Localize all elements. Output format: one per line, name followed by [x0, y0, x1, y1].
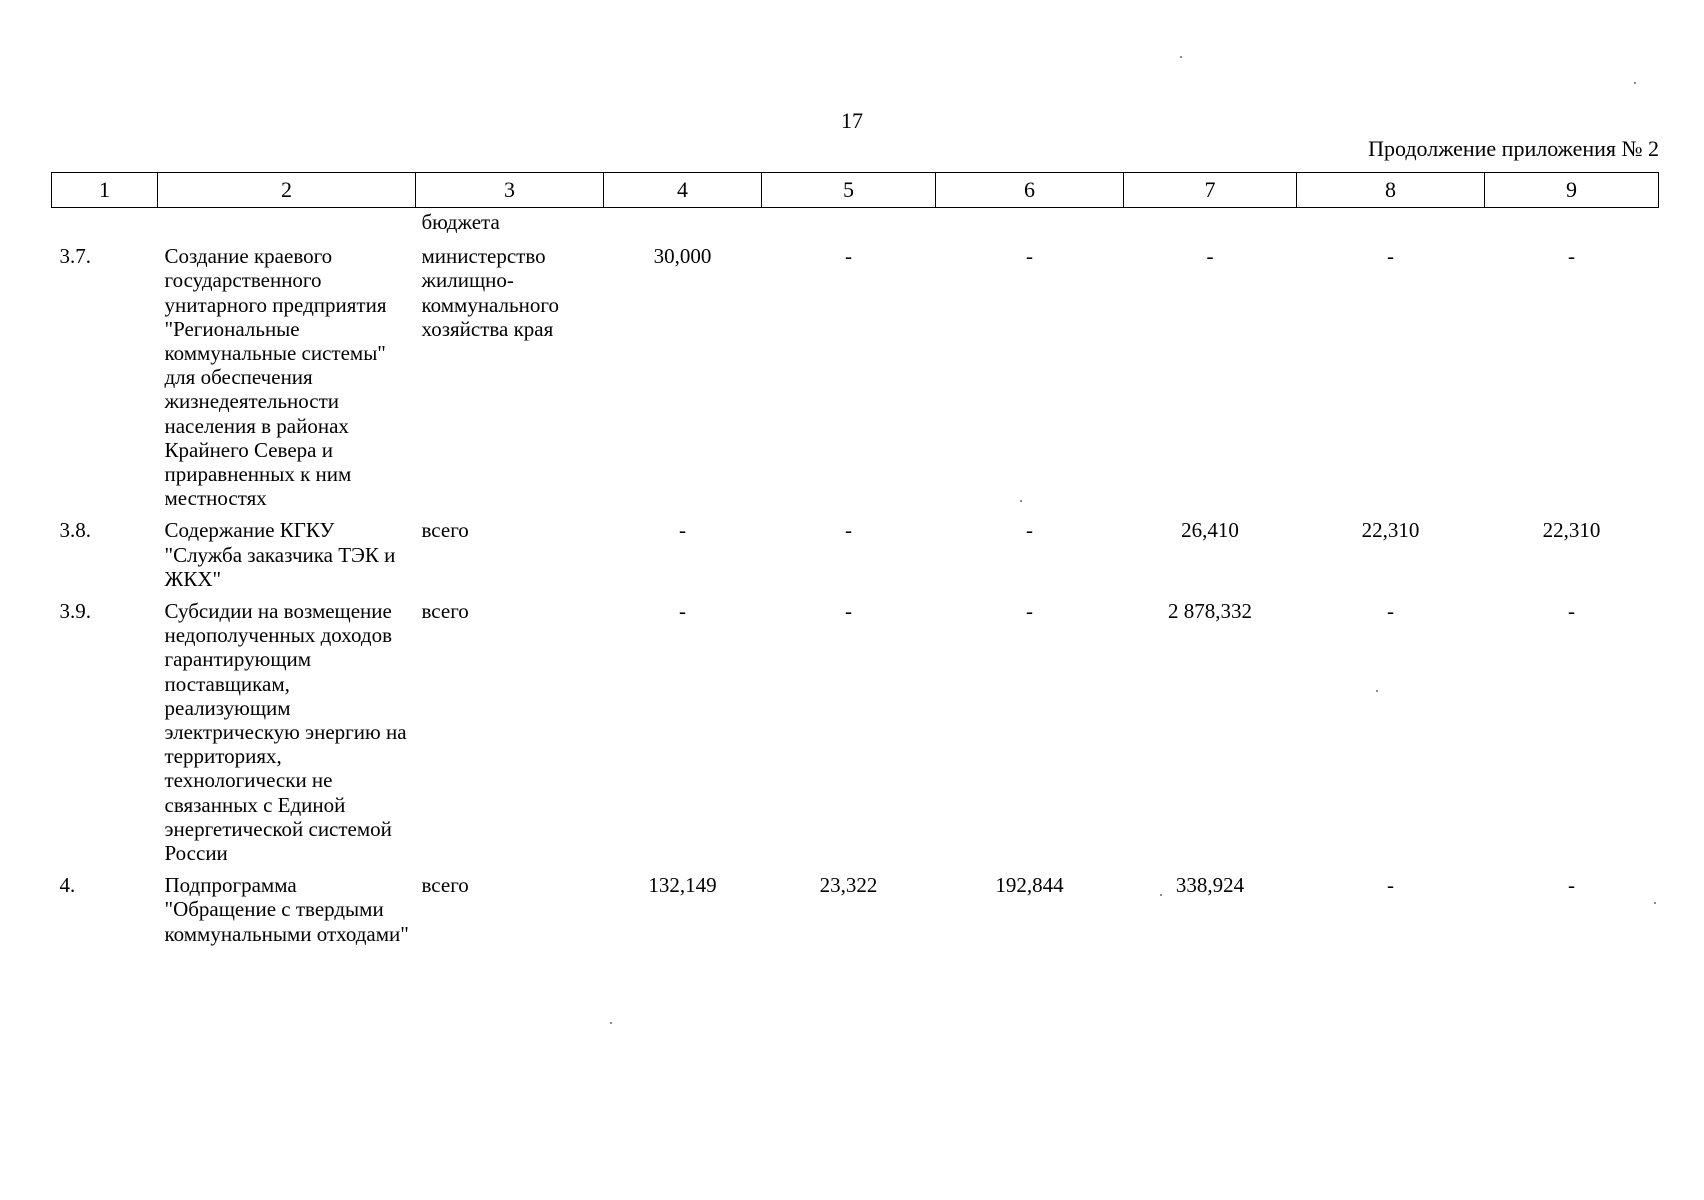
row-value	[1485, 208, 1659, 245]
scan-speckle	[1020, 500, 1022, 502]
row-value: 22,310	[1361, 518, 1420, 543]
row-value	[936, 208, 1124, 245]
row-value: -	[1387, 873, 1394, 898]
page-number: 17	[841, 108, 863, 133]
row-value	[1297, 208, 1485, 245]
continuation-label: Продолжение приложения № 2	[1368, 136, 1659, 161]
row-value: 132,149	[648, 873, 717, 898]
table-row	[52, 599, 1659, 873]
column-header: 5	[762, 173, 936, 208]
row-value: 2 878,332	[1168, 599, 1252, 624]
table-row	[52, 244, 1659, 518]
row-value: -	[1206, 244, 1214, 269]
row-value	[604, 208, 762, 245]
row-value: -	[1026, 518, 1033, 543]
row-value: -	[679, 599, 686, 624]
row-value: -	[1026, 599, 1033, 624]
scan-speckle	[1160, 894, 1162, 896]
row-name: Содержание КГКУ "Служба заказчика ТЭК и ЖКХ"	[164, 518, 396, 591]
row-value: 30,000	[653, 244, 712, 269]
row-executor: министерство жилищно-коммунального хозяйства края	[421, 244, 559, 341]
table-row	[52, 873, 1659, 946]
row-value: -	[679, 518, 686, 543]
row-number: 3.7.	[59, 244, 91, 269]
column-header: 8	[1297, 173, 1485, 208]
data-table	[51, 172, 1659, 946]
column-header: 1	[52, 173, 158, 208]
row-value: -	[1026, 244, 1033, 269]
column-header: 3	[416, 173, 604, 208]
column-header: 2	[158, 173, 416, 208]
row-name	[158, 208, 416, 245]
row-name: Подпрограмма "Обращение с твердыми коммунальными отходами"	[164, 873, 409, 946]
row-number	[52, 208, 158, 245]
row-value: -	[845, 244, 852, 269]
row-value: -	[845, 518, 852, 543]
column-number-header-row	[52, 173, 1659, 208]
row-value	[1124, 208, 1297, 245]
row-value: -	[1568, 873, 1575, 898]
row-value: 23,322	[819, 873, 878, 898]
column-header: 9	[1485, 173, 1659, 208]
row-value: -	[845, 599, 852, 624]
row-value: 22,310	[1542, 518, 1601, 543]
scan-speckle	[610, 1022, 612, 1024]
row-number: 3.9.	[59, 599, 91, 624]
row-number: 4.	[59, 873, 76, 898]
row-executor: всего	[421, 873, 469, 898]
table-row	[52, 518, 1659, 599]
row-value: 338,924	[1175, 873, 1245, 898]
row-value: -	[1387, 244, 1394, 269]
row-executor: всего	[421, 599, 469, 624]
row-value: 26,410	[1181, 518, 1239, 543]
row-number: 3.8.	[59, 518, 91, 543]
column-header: 6	[936, 173, 1124, 208]
scan-speckle	[1376, 690, 1378, 692]
row-executor: бюджета	[421, 210, 500, 234]
scan-speckle	[1634, 82, 1636, 84]
table-row	[52, 208, 1659, 245]
scan-speckle	[1180, 56, 1182, 58]
row-value: -	[1568, 244, 1575, 269]
row-executor: всего	[421, 518, 469, 543]
row-value: -	[1387, 599, 1394, 624]
column-header: 4	[604, 173, 762, 208]
column-header: 7	[1124, 173, 1297, 208]
row-value: 192,844	[995, 873, 1064, 898]
row-name: Субсидии на возмещение недополученных доходов гарантирующим поставщикам, реализующим электрическую энергию на территориях, технологически не связанных с Единой энергетической системой России	[164, 599, 407, 866]
scan-speckle	[1654, 902, 1656, 904]
row-value: -	[1568, 599, 1575, 624]
row-name: Создание краевого государственного унитарного предприятия "Региональные коммунальные системы" для обеспечения жизнедеятельности населения в районах Крайнего Севера и приравненных к ним местностях	[164, 244, 387, 511]
row-value	[762, 208, 936, 245]
